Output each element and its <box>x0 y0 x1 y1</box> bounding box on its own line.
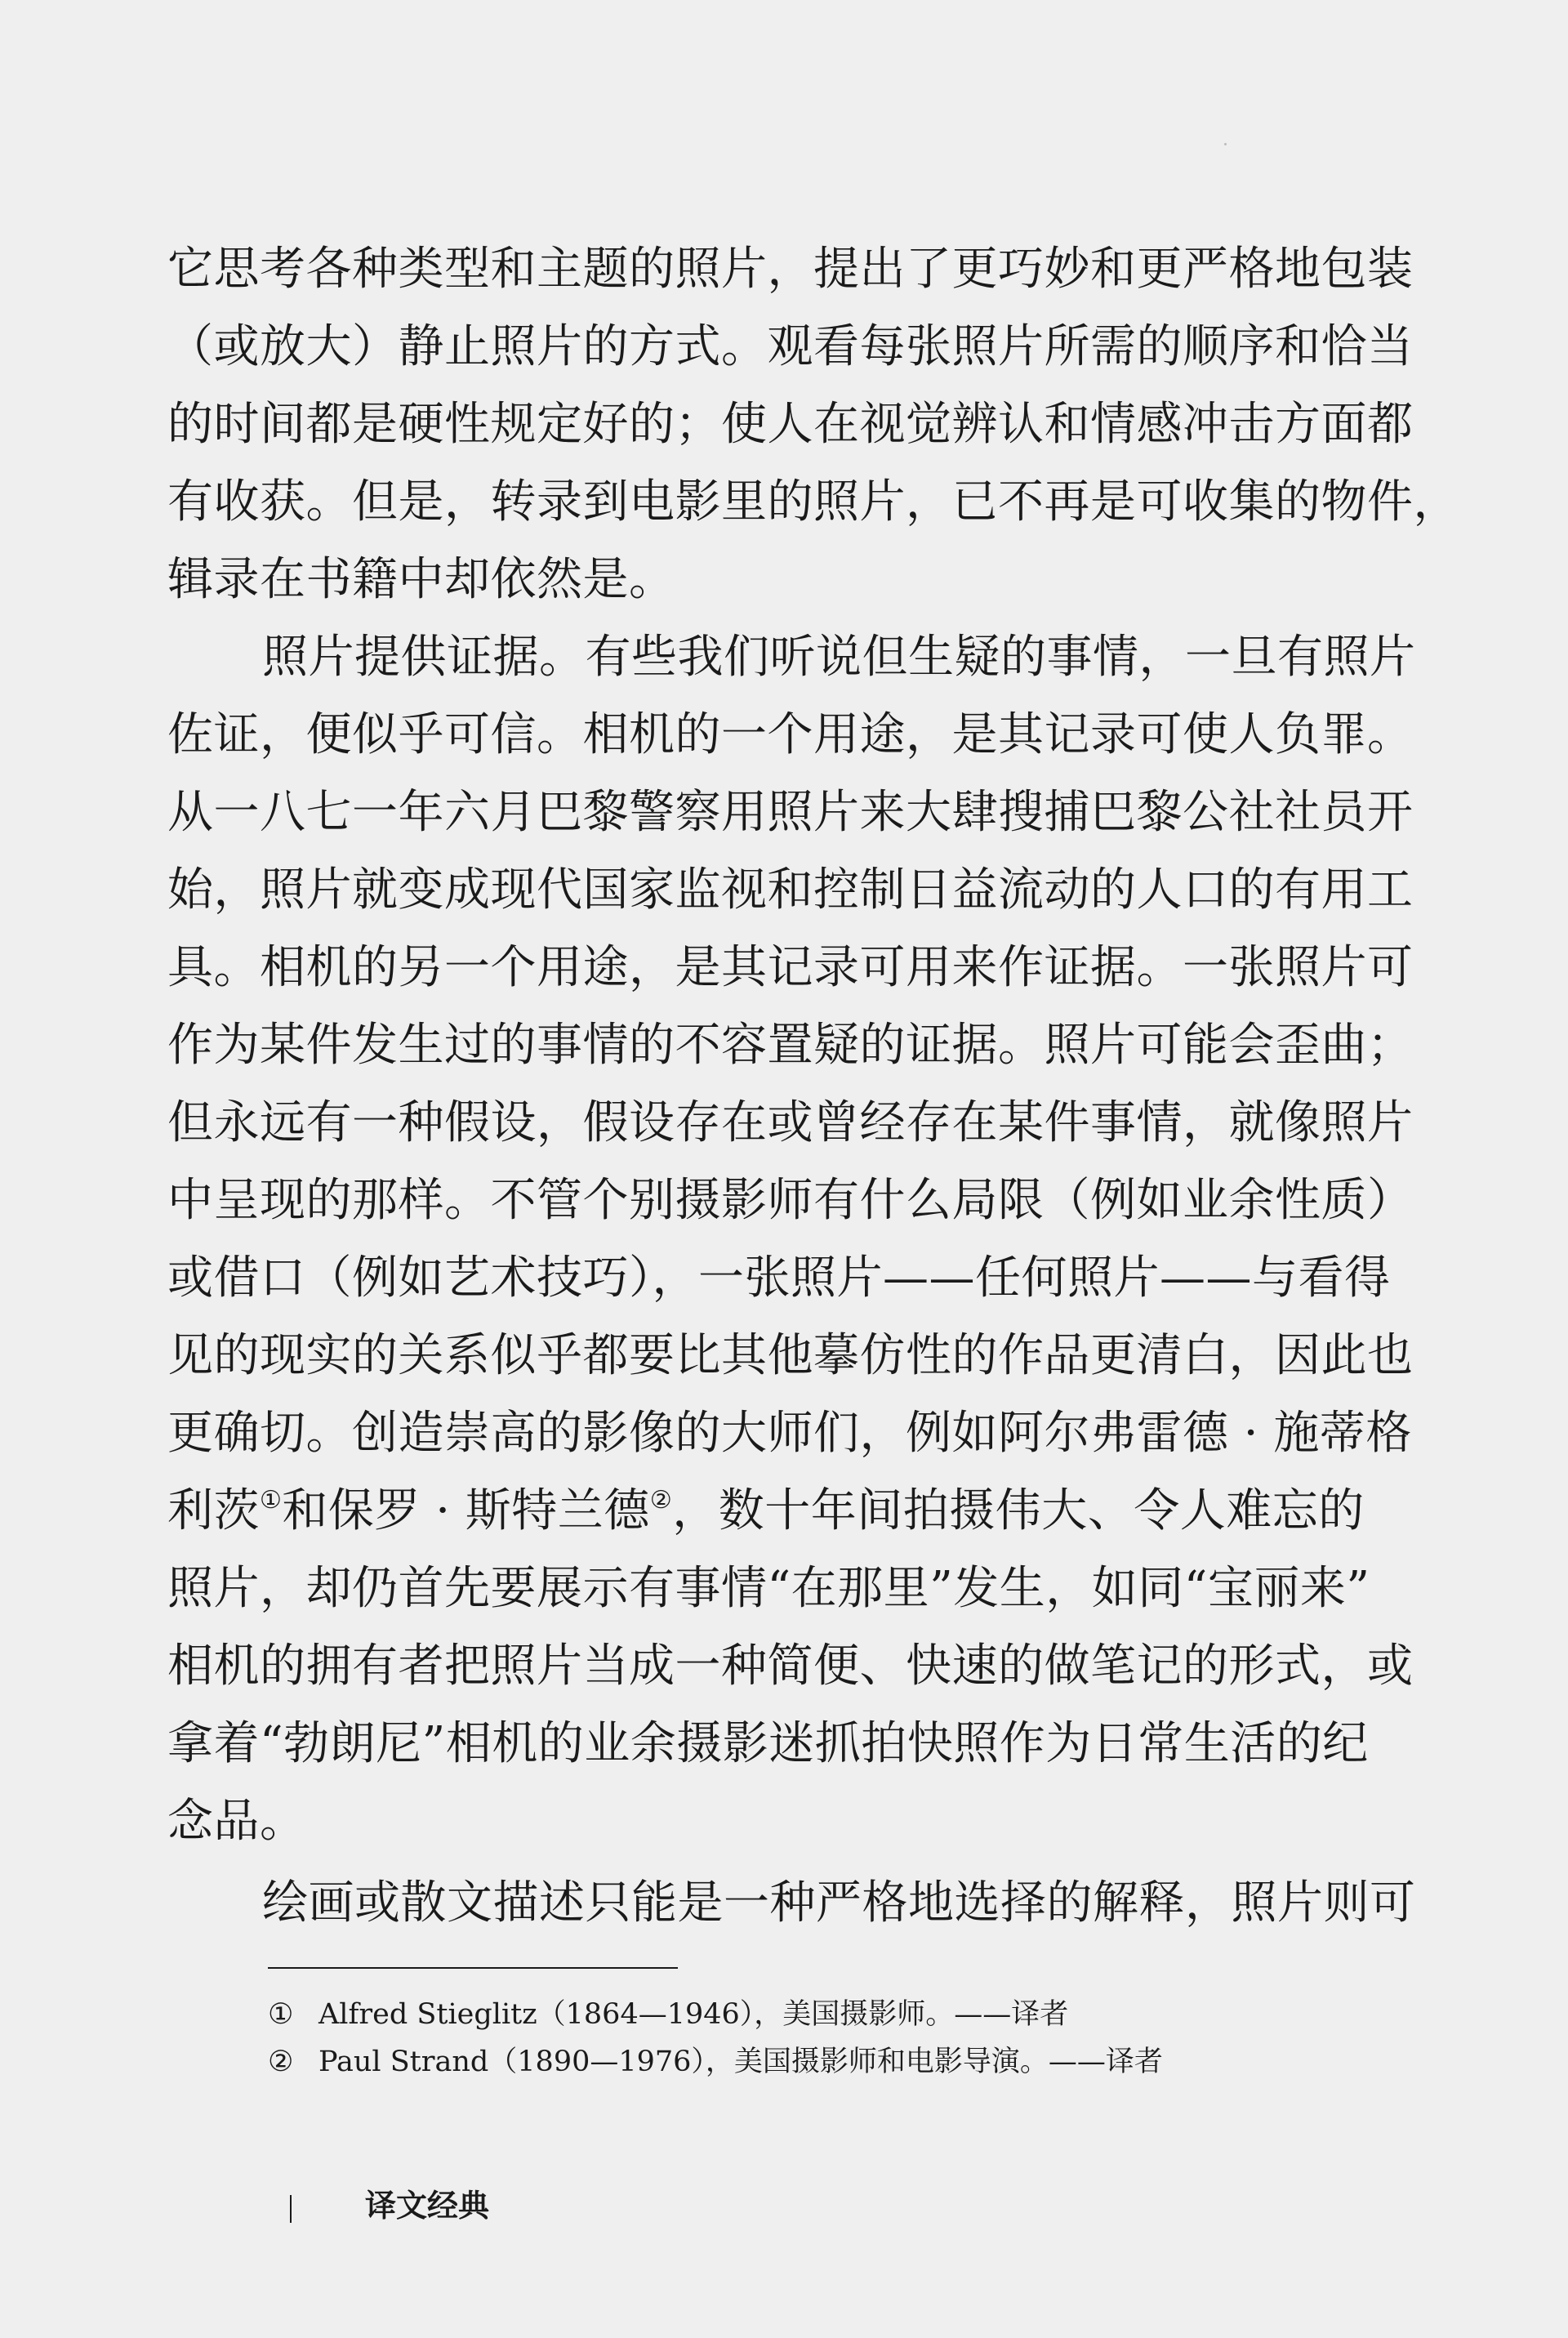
footnote-1 <box>268 1992 1068 2037</box>
text-line: 但永远有一种假设，假设存在或曾经存在某件事情，就像照片 <box>167 1096 1414 1149</box>
text-line: 照片，却仍首先要展示有事情“在那里”发生，如同“宝丽来” <box>167 1562 1370 1615</box>
text-line: 具。相机的另一个用途，是其记录可用来作证据。一张照片可 <box>167 941 1414 994</box>
text-line: 它思考各种类型和主题的照片，提出了更巧妙和更严格地包装 <box>167 243 1414 296</box>
footnote-marker: ② <box>268 2046 294 2078</box>
page-footer <box>290 2181 489 2230</box>
text-line: 始，照片就变成现代国家监视和控制日益流动的人口的有用工 <box>167 863 1414 917</box>
text-line: 辑录在书籍中却依然是。 <box>167 553 675 606</box>
series-label: 译文经典 <box>365 2187 490 2224</box>
footnote-marker: ① <box>268 1998 294 2031</box>
text-line: 拿着“勃朗尼”相机的业余摄影迷抓拍快照作为日常生活的纪 <box>167 1717 1369 1770</box>
text-line: （或放大）静止照片的方式。观看每张照片所需的顺序和恰当 <box>167 320 1414 373</box>
text-segment: 利茨 <box>167 1484 260 1537</box>
text-line: 有收获。但是，转录到电影里的照片，已不再是可收集的物件， <box>167 475 1459 529</box>
text-line: 佐证，便似乎可信。相机的一个用途，是其记录可使人负罪。 <box>167 708 1414 761</box>
footnote-text: Alfred Stieglitz（1864—1946），美国摄影师。——译者 <box>318 1998 1069 2031</box>
text-line: 见的现实的关系似乎都要比其他摹仿性的作品更清白，因此也 <box>167 1329 1414 1382</box>
footnote-divider <box>268 1967 678 1969</box>
footnote-ref-2: ② <box>649 1486 673 1515</box>
text-segment: 和保罗 · 斯特兰德 <box>282 1484 650 1537</box>
text-line: 从一八七一年六月巴黎警察用照片来大肆搜捕巴黎公社社员开 <box>167 786 1414 839</box>
text-line: 更确切。创造崇高的影像的大师们，例如阿尔弗雷德 · 施蒂格 <box>167 1407 1412 1460</box>
text-line: 的时间都是硬性规定好的；使人在视觉辨认和情感冲击方面都 <box>167 398 1414 451</box>
text-line-with-footnote-refs <box>167 1472 1365 1550</box>
text-line: 念品。 <box>167 1795 306 1848</box>
text-line: 相机的拥有者把照片当成一种简便、快速的做笔记的形式，或 <box>167 1640 1414 1693</box>
text-line: 作为某件发生过的事情的不容置疑的证据。照片可能会歪曲； <box>167 1019 1414 1072</box>
text-line: 照片提供证据。有些我们听说但生疑的事情，一旦有照片 <box>262 631 1416 684</box>
footnote-text: Paul Strand（1890—1976），美国摄影师和电影导演。——译者 <box>318 2046 1163 2078</box>
footer-divider <box>290 2195 292 2223</box>
footnote-ref-1: ① <box>260 1486 283 1515</box>
page-speck <box>1224 143 1227 145</box>
text-line: 中呈现的那样。不管个别摄影师有什么局限（例如业余性质） <box>167 1174 1414 1227</box>
text-line: 绘画或散文描述只能是一种严格地选择的解释，照片则可 <box>262 1876 1416 1930</box>
text-segment: ，数十年间拍摄伟大、令人难忘的 <box>672 1484 1365 1537</box>
text-line: 或借口（例如艺术技巧），一张照片——任何照片——与看得 <box>167 1252 1391 1305</box>
footnote-2 <box>268 2039 1163 2085</box>
